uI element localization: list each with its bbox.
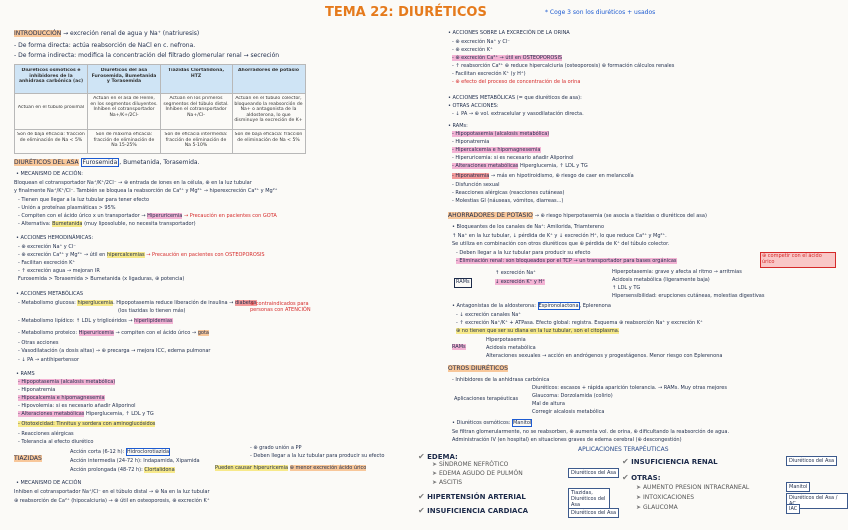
met-1: - Metabolismo glucosa:	[18, 300, 76, 306]
otros-4: Glaucoma: Dorzolamida (colirio)	[532, 393, 613, 399]
table-cell-site-ahorradores: Actúan en el túbulo colector, bloqueando la reabsorción de Na+ o antagonista de la aldosterona, lo que disminuye la excreción de K+	[234, 96, 303, 123]
hemo-osteoporosis-warning: → Precaución en pacientes con OSTEOPOROSIS	[146, 252, 265, 258]
osm-heading: • Diuréticos osmóticos:	[452, 420, 511, 426]
tiaz-hctz: Hidroclorotiazida	[126, 449, 170, 455]
tiaz-mech-heading: • MECANISMO DE ACCIÓN	[16, 480, 82, 486]
r-2: - ⊕ excreción K⁺	[452, 47, 493, 53]
ant-ram-3-line	[486, 354, 722, 360]
otros-heading-text: OTROS DIURÉTICOS	[448, 365, 508, 372]
intro-heading: INTRODUCCIÓN	[14, 30, 62, 37]
hemo-heading: • ACCIONES HEMODINÁMICAS:	[16, 235, 94, 241]
apps-e1: ➤ SÍNDROME NEFRÓTICO	[432, 461, 509, 468]
asa-drug-furosemida: Furosemida	[82, 159, 118, 166]
r-ram-7: - Disfunción sexual	[452, 182, 500, 188]
r-ram-8: - Reacciones alérgicas (reacciones cutáneas)	[452, 190, 565, 196]
tiaz-side-2: - Deben llegar a la luz tubular para producir su efecto	[250, 453, 385, 459]
tiaz-3-line	[70, 468, 175, 474]
apps-box-intox: Diuréticos del Asa /	[786, 493, 848, 509]
met-5-tail: ICC, edema pulmonar	[156, 348, 211, 354]
met-hiperuricemia: Hiperuricemia	[78, 330, 114, 336]
top-note: * Coge 3 son los diuréticos + usados	[545, 9, 656, 16]
asa-gout-warning: → Precaución en pacientes con GOTA	[183, 213, 277, 219]
asa-mech-1: Bloquean el cotransportador Na⁺/K⁺/2Cl⁻ → ⊕ entrada de iones en la célula, ⊕ en la luz tubular	[14, 180, 252, 186]
r-ram-5: - Alteraciones metabólicas	[452, 163, 519, 169]
otros-2: Aplicaciones terapéuticas	[454, 396, 519, 402]
ant-ram-3: Alteraciones sexuales	[486, 353, 541, 359]
ahorr-heading-tail: → ⊕ riesgo hiperpotasemia (se asocia a tiazidas o diuréticos del asa)	[534, 213, 707, 219]
asa-ram-2: - Hiponatremia	[18, 387, 56, 393]
met-1-line	[18, 301, 257, 307]
tiazidas-heading	[14, 456, 42, 463]
asa-ram-5-detail: Hiperglucemia, ↑ LDL y TG	[86, 411, 154, 417]
r-ram-9: - Molestias GI (náuseas, vómitos, diarreas...)	[452, 198, 564, 204]
osm-manitol: Manitol	[512, 420, 532, 426]
table-header-osmotic: Diuréticos osmóticos e inhibidores de la anhidrasa carbónica (ac)	[18, 68, 84, 84]
asa-ram-5: - Alteraciones metabólicas	[18, 411, 85, 417]
bloq-4-note: ⊕ competir con el ácido úrico	[760, 252, 836, 268]
met-1-tail: (los tiazidas lo tienen más)	[118, 308, 186, 314]
apps-box-edema: Diuréticos del Asa	[568, 468, 619, 478]
tiaz-mech-1: Inhiben el cotransportador Na⁺/Cl⁻ en el túbulo distal → ⊕ Na en la luz tubular	[14, 489, 210, 495]
apps-box-ir: Diuréticos del Asa	[786, 456, 837, 466]
asa-alt-label: - Alternativa:	[18, 221, 51, 227]
r-heading-metabolic: • ACCIONES METABÓLICAS (= que diuréticos de asa):	[448, 95, 582, 101]
r-8: - ↓ PA → ⊕ vol. extracelular y vasodilatación directa.	[452, 111, 584, 117]
hemo-hipercalcemias: hipercalcemias	[106, 252, 145, 258]
intro-line	[14, 31, 199, 38]
met-attention-note: ⊕ contraindicados para personas con ATENCIÓN	[250, 301, 311, 313]
r-ram-5-line	[452, 164, 588, 170]
bloq-rams-2	[495, 280, 545, 286]
apps-o2: ➤ INTOXICACIONES	[636, 494, 695, 501]
ant-3-text: ⊕ no tienen que ser su diana en la luz tubular, son el citoplasma.	[456, 328, 620, 334]
bloq-drugs: Amilorida, Triamtereno	[547, 224, 605, 230]
ant-heading: • Antagonistas de la aldosterona:	[452, 303, 536, 309]
table-cell-site-tiazidas: Actúan en los primeros segmentos del túbulo distal. Inhiben el cotransportador Na+/Cl-	[163, 96, 229, 118]
hemo-1: - ⊕ excreción Na⁺ y Cl⁻	[18, 244, 76, 250]
met-4: - Otras acciones	[18, 340, 59, 346]
osm-heading-line	[452, 421, 532, 427]
ant-ram-2: Acidosis metabólica	[486, 345, 536, 351]
met-hiperglucemia: hiperglucemia	[77, 300, 114, 306]
intro-direct: - De forma directa: actúa reabsorción de NaCl en c. nefrona.	[14, 42, 196, 49]
met-5: - Vasodilatación (a dosis altas) → ⊕ precarga → mejora	[18, 348, 155, 354]
asa-bumetanida: Bumetanida	[52, 221, 83, 227]
table-cell-site-asa: Actúan en el asa de Henle, en los segmentos diluyentes. Inhiben el cotransportador Na+/K+/2Cl-	[90, 96, 158, 118]
apps-box-ic: Diuréticos del Asa	[568, 508, 619, 518]
r-7: • OTRAS ACCIONES:	[448, 103, 499, 109]
r-ram-6: - Hiponatremia	[452, 173, 490, 179]
apps-edema-label: EDEMA:	[427, 453, 458, 461]
r-1: - ⊕ excreción Na⁺ y Cl⁻	[452, 39, 510, 45]
apps-o1-label: AUMENTO PRESION INTRACRANEAL	[642, 484, 750, 491]
apps-otras: ✔ OTRAS:	[622, 473, 661, 482]
diuretics-table	[14, 64, 306, 154]
asa-ram-3	[18, 396, 105, 402]
apps-box-hta: Tiazidas, Diuréticos del Asa	[568, 488, 610, 510]
asa-heading-line	[14, 160, 200, 167]
osm-2: Administración IV (en hospital) en situaciones graves de edema cerebral (⊕ descongestión)	[452, 437, 682, 443]
r-heading-urine: • ACCIONES SOBRE LA EXCRECIÓN DE LA ORINA	[448, 30, 570, 36]
table-cell-eff-osmotic: Son de baja eficacia: fracción de eliminación de Na < 5%	[17, 132, 85, 143]
apps-ir-label: INSUFICIENCIA RENAL	[631, 458, 718, 466]
bloq-rams-2-text: ↓ excreción K⁺ y H⁺	[495, 279, 545, 285]
bloq-rams-4: Acidosis metabólica (ligeramente baja)	[612, 277, 710, 283]
tiaz-2: Acción intermedia (24-72 h): Indapamida, Xipamida	[70, 458, 200, 464]
otros-6: Corregir alcalosis metabólica	[532, 409, 605, 415]
r-ram-3-text: - Hipercalcemia e hipomagnesemia	[452, 147, 541, 153]
ant-2-tail: ⊕ reabsorción Na⁺ y excreción K⁺	[619, 320, 703, 326]
table-cell-eff-ahorradores: Son de baja eficacia: fracción de eliminación de Na < 5%	[234, 132, 303, 143]
r-3	[452, 56, 562, 62]
bloq-3: - Deben llegar a la luz tubular para producir su efecto	[456, 250, 591, 256]
apps-hta: ✔ HIPERTENSIÓN ARTERIAL	[418, 492, 526, 501]
apps-e2: ➤ EDEMA AGUDO DE PULMÓN	[432, 470, 523, 477]
ant-3	[456, 329, 619, 335]
met-5-line	[18, 349, 210, 355]
apps-e3: ➤ ASCITIS	[432, 479, 463, 486]
met-3-mid: → compiten con el ácido úrico →	[115, 330, 197, 336]
met-diabetes: diabetes	[234, 300, 257, 306]
ant-2: - ↑ excreción Na⁺/K⁺ + ATPasa. Efecto global: registra. Esquema	[456, 320, 618, 326]
met-2-line	[18, 319, 173, 325]
table-cell-eff-tiazidas: Son de eficacia intermedia: fracción de eliminación de Na 5-10%	[164, 132, 228, 148]
met-6: - ↓ PA → antihipertensor	[18, 357, 80, 363]
ant-rams-label: RAMs	[452, 344, 466, 350]
asa-ram-4: - Hipovolemia: si es necesario añadir Aliporinol	[18, 403, 136, 409]
r-ram-5-detail: Hiperglucemia, ↑ LDL y TG	[520, 163, 588, 169]
met-2: - Metabolismo lipídico: ↑ LDL y triglicéridos →	[18, 318, 133, 324]
r-ram-6-line	[452, 174, 634, 180]
asa-ram-3-text: - Hipocalcemia e hipomagnesemia	[18, 395, 105, 401]
apps-o2-label: INTOXICACIONES	[642, 494, 695, 501]
met-gota: gota	[197, 330, 209, 336]
page-title: TEMA 22: DIURÉTICOS	[325, 5, 487, 20]
ahorr-heading: AHORRADORES DE POTASIO	[448, 212, 533, 219]
asa-heading: DIURÉTICOS DEL ASA	[14, 159, 79, 166]
asa-drugs-tail: , Bumetanida, Torasemida.	[119, 159, 200, 166]
table-header-tiazidas: Tiazidas Clortalidona, HTZ	[167, 68, 225, 79]
ant-espironolactona: Espironolactona	[538, 303, 579, 309]
apps-e1-label: SÍNDROME NEFRÓTICO	[438, 461, 509, 468]
apps-o3: ➤ GLAUCOMA	[636, 504, 678, 511]
apps-hta-label: HIPERTENSIÓN ARTERIAL	[427, 493, 526, 501]
apps-o3-label: GLAUCOMA	[642, 504, 678, 511]
r-6: - ⊕ efecto del proceso de concentración de la orina	[452, 79, 581, 85]
ant-heading-line	[452, 304, 611, 310]
bloq-1: ↑ Na⁺ en la luz tubular, ↓ pérdida de K⁺ y ↓ excreción H⁺, lo que reduce Ca²⁺ y Mg²⁺.	[452, 233, 667, 239]
tiazidas-heading-text: TIAZIDAS	[14, 455, 42, 462]
ant-rams-line	[452, 345, 466, 351]
tiaz-hiperuricemia: Pueden causar hiperuricemia	[215, 465, 289, 471]
ant-1: - ↓ excreción canales Na⁺	[456, 312, 521, 318]
apps-edema: ✔ EDEMA:	[418, 452, 458, 461]
asa-ram-6-text: - Ototoxicidad: Tinnitus y sordera con aminoglucósidos	[18, 421, 156, 427]
apps-e3-label: ASCITIS	[438, 479, 463, 486]
met-heading: • ACCIONES METABÓLICAS	[16, 291, 84, 297]
bloq-rams-3: Hiperpotasemia: grave y afecta al ritmo → arritmias	[612, 269, 742, 275]
bloq-rams-1: ↑ excreción Na⁺	[495, 270, 536, 276]
met-3-line	[18, 331, 209, 337]
asa-mech-heading: • MECANISMO DE ACCIÓN:	[16, 171, 83, 177]
r-ram-1-text: - Hipopotasemia (alcalosis metabólica)	[452, 131, 550, 137]
asa-hiperuricemia: Hiperuricemia	[147, 213, 183, 219]
met-3: - Metabolismo proteico:	[18, 330, 78, 336]
otros-heading	[448, 366, 508, 373]
apps-box-pic: Manitol	[786, 482, 810, 492]
tiaz-uric-note: ⊕ menor excreción ácido úrico	[289, 465, 367, 471]
ant-ram-4: → acción en andrógenos y progestágenos. Menor riesgo con Eplerenona	[542, 353, 723, 359]
intro-heading-tail: → excreción renal de agua y Na⁺ (natriuresis)	[63, 30, 200, 37]
asa-mech-6-line	[18, 222, 196, 228]
otros-5: Mal de altura	[532, 401, 565, 407]
apps-ic: ✔ INSUFICIENCIA CARDIACA	[418, 506, 529, 515]
asa-mech-2: y finalmente Na⁺/K⁺/Cl⁻. También se bloquea la reabsorción de Ca²⁺ y Mg²⁺ → hiperexcreción Ca²⁺ y Mg²⁺	[14, 188, 278, 194]
hemo-2: - ⊕ excreción Ca²⁺ y Mg²⁺ → útil en	[18, 252, 106, 258]
ant-ram-1: Hiperpotasemia	[486, 337, 526, 343]
apps-box-glaucoma: IAC	[786, 504, 800, 514]
intro-indirect: - De forma indirecta: modifica la concentración del filtrado glomerular renal → secreción	[14, 52, 280, 59]
table-cell-eff-asa: Son de máxima eficacia: fracción de eliminación de Na 15-25%	[93, 132, 155, 148]
asa-ram-7: - Reacciones alérgicas	[18, 431, 74, 437]
hemo-2-line	[18, 253, 265, 259]
asa-alt-tail: (muy liposoluble, no necesita transportador)	[84, 221, 196, 227]
tiaz-clortalidona: Clortalidona	[144, 467, 175, 473]
asa-mech-5-line	[18, 214, 277, 220]
ant-eplerenona: , Eplerenona	[579, 303, 611, 309]
bloq-rams-6: Hipersensibilidad: erupciones cutáneas, molestias digestivas	[612, 293, 765, 299]
asa-rams-heading: • RAMS	[16, 371, 35, 377]
asa-ram-5-line	[18, 412, 154, 418]
apps-e2-label: EDEMA AGUDO DE PULMÓN	[438, 470, 523, 477]
tiaz-side-3-line	[215, 466, 366, 472]
bloq-4	[456, 259, 677, 265]
r-3-text: - ⊕ excreción Ca²⁺ → útil en OSTEOPOROSIS	[452, 55, 563, 61]
asa-mech-5: - Compiten con el ácido úrico x un transportador →	[18, 213, 146, 219]
bloq-2: Se utiliza en combinación con otros diuréticos que ⊕ pérdida de K⁺ del túbulo colector.	[452, 241, 670, 247]
asa-ram-6	[18, 422, 155, 428]
r-ram-2: - Hiponatremia	[452, 139, 490, 145]
met-1-mid: . Hipopotasemia reduce liberación de insulina →	[113, 300, 235, 306]
r-ram-4: - Hiperuricemia: si es necesario añadir Aliporinol	[452, 155, 574, 161]
apps-otras-label: OTRAS:	[631, 474, 661, 482]
table-header-ahorradores: Ahorradores de potasio	[238, 68, 299, 73]
table-header-asa: Diuréticos del asa Furosemida, Bumetanida y Torasemida	[91, 68, 157, 84]
asa-ram-1	[18, 380, 115, 386]
otros-3: Diuréticos: escasos + rápida aparición tolerancia. → RAMs. Muy otras mejores	[532, 385, 727, 391]
r-ram-6-tail: → más en hipotiroidismo, ⊕ riesgo de caer en melancolía	[490, 173, 634, 179]
asa-ram-1-text: - Hipopotasemia (alcalosis metabólica)	[18, 379, 116, 385]
bloq-rams-5: ↑ LDL y TG	[612, 285, 641, 291]
tiaz-1-line	[70, 450, 170, 456]
asa-mech-4: - Unión a proteínas plasmáticas > 95%	[18, 205, 116, 211]
tiaz-side-1: - ⊕ grado unión a PP	[250, 445, 302, 451]
hemo-4: - ↑ excreción agua → mejoran IR	[18, 268, 100, 274]
r-5: - Facilitan excreción K⁺ (y H⁺)	[452, 71, 526, 77]
tiaz-1: Acción corta (6-12 h):	[70, 449, 125, 455]
bloq-heading: • Bloqueantes de los canales de Na⁺:	[452, 224, 546, 230]
table-cell-site-osmotic: Actúan en el túbulo proximal	[17, 105, 85, 110]
hemo-3: - Facilitan excreción K⁺	[18, 260, 76, 266]
r-ram-3	[452, 148, 541, 154]
tiaz-3: Acción prolongada (48-72 h):	[70, 467, 143, 473]
bloq-rams-label: RAMs	[454, 278, 472, 288]
tiaz-mech-2: ⊕ reabsorción de Ca²⁺ (hipocalciuria) → ⊕ útil en osteoporosis, ⊕ excreción K⁺	[14, 498, 210, 504]
apps-ic-label: INSUFICIENCIA CARDIACA	[427, 507, 529, 515]
hemo-5: Furosemida > Torasemida > Bumetanida (x ligaduras, ⊕ potencia)	[18, 276, 185, 282]
otros-1: - Inhibidores de la anhidrasa carbónica	[452, 377, 550, 383]
apps-heading: APLICACIONES TERAPÉUTICAS	[578, 446, 669, 453]
bloq-4-text: - Eliminación renal: son bloqueados por el TCP → un transportador para bases orgánicas	[456, 258, 677, 264]
r-ram-1	[452, 132, 549, 138]
ahorr-heading-line	[448, 213, 707, 220]
apps-o1: ➤ AUMENTO PRESION INTRACRANEAL	[636, 484, 750, 491]
asa-ram-8: - Tolerancia al efecto diurético	[18, 439, 94, 445]
ant-2-line	[456, 321, 703, 327]
met-hiperlipidemias: hiperlipidemias	[134, 318, 173, 324]
r-rams-heading: • RAMs:	[448, 123, 468, 129]
osm-1: Se filtran glomerularmente, no se reabsorben, ⊕ aumenta vol. de orina, ⊕ dificultando la reabsorción de agua.	[452, 429, 730, 435]
apps-ir: ✔ INSUFICIENCIA RENAL	[622, 457, 718, 466]
asa-mech-3: - Tienen que llegar a la luz tubular para tener efecto	[18, 197, 150, 203]
bloq-heading-line	[452, 225, 604, 231]
r-4: - ↑ reabsorción Ca²⁺ ⊕ reduce hipercalciuria (osteoporosis) ⊕ formación cálculos renales	[452, 63, 675, 69]
